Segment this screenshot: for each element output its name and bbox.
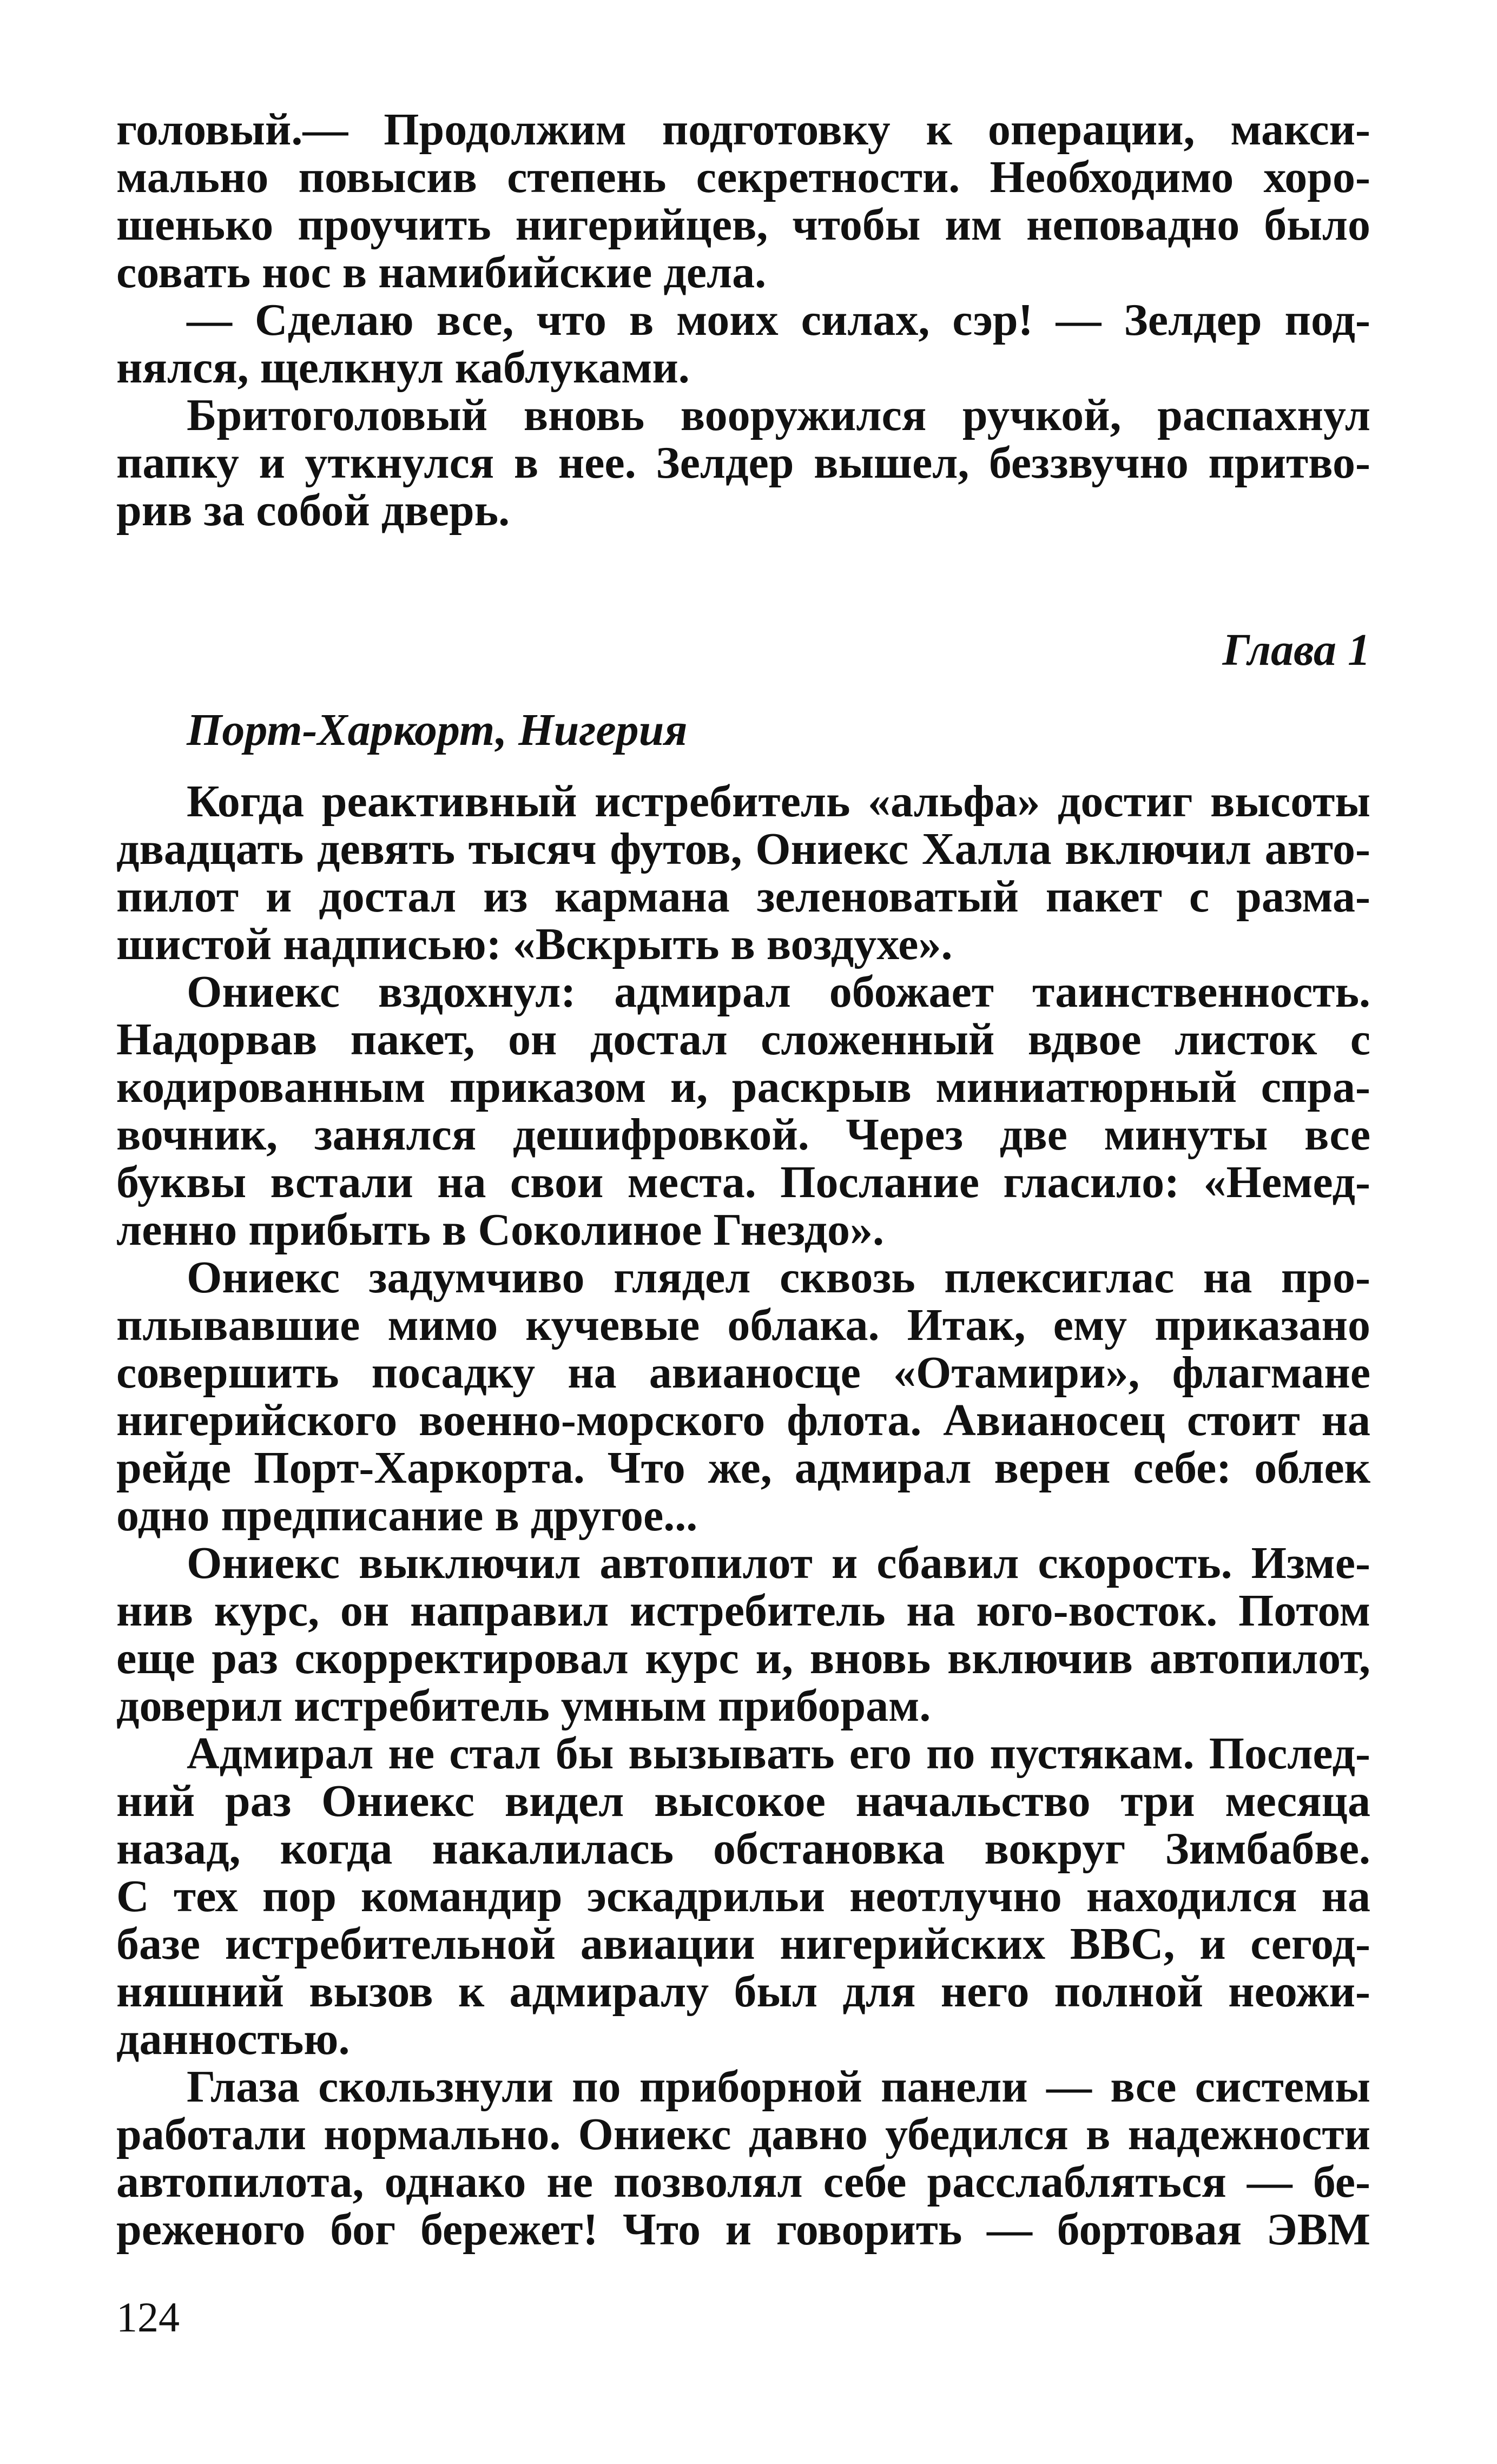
text-line: нялся, щелкнул каблуками. — [116, 342, 690, 393]
text-line: Глаза скользнули по приборной панели — все системы — [187, 2062, 1370, 2112]
text-line: няшний вызов к адмиралу был для него полной неожи- — [116, 1966, 1370, 2017]
text-line: реженого бог бережет! Что и говорить — бортовая ЭВМ — [116, 2204, 1370, 2255]
text-line: совершить посадку на авианосце «Отамири», флагмане — [116, 1347, 1370, 1398]
text-line: данностью. — [116, 2014, 350, 2064]
text-line: вочник, занялся дешифровкой. Через две минуты все — [116, 1109, 1370, 1160]
text-line: ленно прибыть в Соколиное Гнездо». — [116, 1205, 885, 1255]
text-line: Ониекс вздохнул: адмирал обожает таинственность. — [187, 967, 1370, 1017]
text-line: нив курс, он направил истребитель на юго-восток. Потом — [116, 1586, 1370, 1636]
text-line: кодированным приказом и, раскрыв миниатюрный спра- — [116, 1062, 1370, 1112]
text-line: пилот и достал из кармана зеленоватый пакет с разма- — [116, 871, 1370, 922]
text-line: работали нормально. Ониекс давно убедился в надежности — [116, 2109, 1370, 2159]
text-line: головый.— Продолжим подготовку к операции, макси- — [116, 104, 1370, 155]
text-line: Адмирал не стал бы вызывать его по пустякам. Послед- — [187, 1728, 1370, 1779]
text-line: Ониекс выключил автопилот и сбавил скорость. Изме- — [187, 1538, 1370, 1588]
text-line: Ониекс задумчиво глядел сквозь плексиглас на про- — [187, 1252, 1370, 1303]
text-line: рив за собой дверь. — [116, 485, 510, 536]
text-line: С тех пор командир эскадрильи неотлучно находился на — [116, 1871, 1370, 1921]
text-line: базе истребительной авиации нигерийских ВВС, и сегод- — [116, 1919, 1370, 1969]
text-line: буквы встали на свои места. Послание гласило: «Немед- — [116, 1157, 1370, 1207]
text-line: мально повысив степень секретности. Необходимо хоро- — [116, 152, 1370, 202]
text-line: рейде Порт-Харкорта. Что же, адмирал верен себе: облек — [116, 1443, 1370, 1493]
text-line: двадцать девять тысяч футов, Ониекс Халла включил авто- — [116, 824, 1370, 874]
text-line: Бритоголовый вновь вооружился ручкой, распахнул — [187, 390, 1370, 440]
text-line: ний раз Ониекс видел высокое начальство три месяца — [116, 1776, 1370, 1826]
chapter-title: Глава 1 — [1222, 625, 1370, 675]
text-line: шенько проучить нигерийцев, чтобы им неповадно было — [116, 200, 1370, 250]
text-line: назад, когда накалилась обстановка вокруг Зимбабве. — [116, 1824, 1370, 1874]
text-line: одно предписание в другое... — [116, 1490, 698, 1541]
text-line: шистой надписью: «Вскрыть в воздухе». — [116, 919, 953, 969]
text-line: папку и уткнулся в нее. Зелдер вышел, беззвучно притво- — [116, 438, 1370, 488]
text-line: Когда реактивный истребитель «альфа» достиг высоты — [187, 776, 1370, 827]
text-line: плывавшие мимо кучевые облака. Итак, ему приказано — [116, 1300, 1370, 1350]
text-line: автопилота, однако не позволял себе расслабляться — бе- — [116, 2157, 1370, 2207]
page-number: 124 — [116, 2294, 180, 2341]
text-line: Надорвав пакет, он достал сложенный вдвое листок с — [116, 1014, 1370, 1065]
text-line: — Сделаю все, что в моих силах, сэр! — Зелдер под- — [187, 295, 1370, 345]
text-line: нигерийского военно-морского флота. Авианосец стоит на — [116, 1395, 1370, 1445]
text-line: совать нос в намибийские дела. — [116, 247, 767, 298]
text-line: доверил истребитель умным приборам. — [116, 1681, 931, 1731]
chapter-location: Порт-Харкорт, Нигерия — [187, 705, 688, 755]
text-line: еще раз скорректировал курс и, вновь включив автопилот, — [116, 1633, 1370, 1683]
